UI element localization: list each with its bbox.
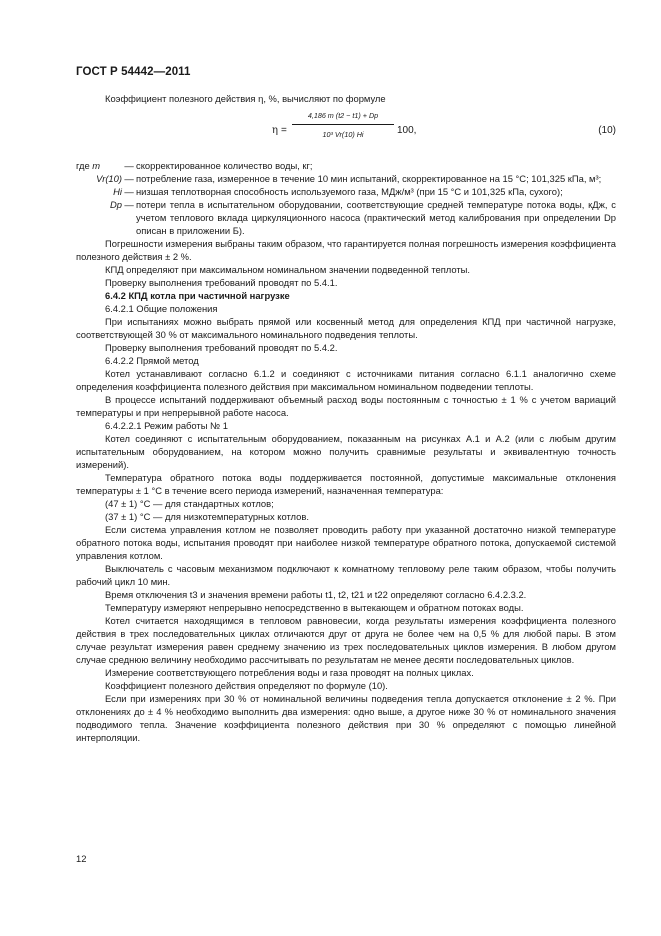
page-number: 12	[76, 853, 87, 864]
definition-symbol: Vr(10)	[96, 173, 122, 184]
subsection-heading: 6.4.2.1 Общие положения	[105, 303, 218, 314]
definition-item: Hi — низшая теплотворная способность используемого газа, МДж/м³ (при 15 °С и 101,325 кПа, сухого);	[76, 185, 616, 198]
formula-fraction	[292, 109, 394, 141]
paragraph: Температура обратного потока воды поддерживается постоянной, допустимые максимальные отклонения температуры ± 1 °С в течение всего периода измерений, назначенная температура:	[76, 472, 616, 496]
paragraph: Время отключения t3 и значения времени работы t1, t2, t21 и t22 определяют согласно 6.4.2.3.2.	[105, 589, 527, 600]
definition-symbol: m	[92, 160, 101, 171]
formula-intro: Коэффициент полезного действия η, %, вычисляют по формуле	[105, 93, 386, 104]
definition-symbol: Dp	[110, 199, 122, 210]
paragraph: Измерение соответствующего потребления воды и газа проводят на полных циклах.	[105, 667, 474, 678]
document-header: ГОСТ Р 54442—2011	[76, 66, 191, 78]
subsection-heading: 6.4.2.2.1 Режим работы № 1	[105, 420, 228, 431]
formula-denominator: 10³ Vr(10) Hi	[322, 130, 364, 139]
paragraph: (47 ± 1) °С — для стандартных котлов;	[105, 498, 274, 509]
where-prefix: где	[76, 160, 90, 171]
paragraph: КПД определяют при максимальном номинальном значении подведенной теплоты.	[105, 264, 471, 275]
page-content	[76, 92, 616, 744]
paragraph: Проверку выполнения требований проводят по 5.4.2.	[105, 342, 338, 353]
formula-10	[76, 105, 616, 155]
definition-item: где m — скорректированное количество воды, кг;	[76, 159, 616, 172]
paragraph: Если система управления котлом не позволяет проводить работу при указанной достаточно низкой температуре обратного потока воды, испытания проводят при наиболее низкой температуре обратного потока, допускаемой системой управления котлом.	[76, 524, 616, 561]
paragraph: Проверку выполнения требований проводят по 5.4.1.	[105, 277, 338, 288]
definitions-list	[76, 159, 616, 237]
paragraph: В процессе испытаний поддерживают объемный расход воды постоянным с точностью ± 1 % с учетом вариаций температуры и при непрерывной работе насоса.	[76, 394, 616, 418]
definition-text: низшая теплотворная способность используемого газа, МДж/м³ (при 15 °С и 101,325 кПа, сухого);	[136, 186, 563, 197]
formula-multiplier: 100,	[397, 125, 417, 136]
formula-lhs: η	[272, 125, 278, 136]
paragraph: Выключатель с часовым механизмом подключают к комнатному тепловому реле таким образом, чтобы получить рабочий цикл 10 мин.	[76, 563, 616, 587]
paragraph: Если при измерениях при 30 % от номинальной величины подведения тепла допускается отклонение ± 2 %. При отклонениях до ± 4 % необходимо выполнить два измерения: одно выше, а другое ниже 30 % от номинального значения подводимого тепла. Значение коэффициента полезного действия при 30 % определяют с помощью линейной интерполяции.	[76, 693, 616, 743]
paragraph: При испытаниях можно выбрать прямой или косвенный метод для определения КПД при частичной нагрузке, соответствующей 30 % от максимального номинального подведения теплоты.	[76, 316, 616, 340]
paragraph: (37 ± 1) °С — для низкотемпературных котлов.	[105, 511, 309, 522]
paragraph: Погрешности измерения выбраны таким образом, что гарантируется полная погрешность измерения коэффициента полезного действия ± 2 %.	[76, 238, 616, 262]
definition-symbol: Hi	[113, 186, 122, 197]
definition-item: Vr(10) — потребление газа, измеренное в течение 10 мин испытаний, скорректированное на 15 °С; 101,325 кПа, м³;	[76, 172, 616, 185]
paragraph: Температуру измеряют непрерывно непосредственно в вытекающем и обратном потоках воды.	[105, 602, 524, 613]
paragraph: Котел считается находящимся в тепловом равновесии, когда результаты измерения коэффициента полезного действия в трех последовательных циклах отличаются друг от друга не более чем на 0,5 % для любой пары. В этом случае результат измерения равен среднему значению из трех последовательных циклов измерения. В любом другом случае среднюю величину необходимо рассчитывать по результатам не менее десяти последовательных циклов.	[76, 615, 616, 665]
formula-equals: =	[281, 125, 287, 136]
subsection-heading: 6.4.2.2 Прямой метод	[105, 355, 199, 366]
definition-text: потребление газа, измеренное в течение 10 мин испытаний, скорректированное на 15 °С; 101,325 кПа, м³;	[136, 173, 602, 184]
paragraph: Коэффициент полезного действия определяют по формуле (10).	[105, 680, 388, 691]
formula-numerator: 4,186 m (t2 − t1) + Dp	[292, 109, 394, 125]
paragraph: Котел соединяют с испытательным оборудованием, показанным на рисунках А.1 и А.2 (или с любым другим испытательным оборудованием, на котором можно получить сравнимые результаты и эквивалентную точность измерений).	[76, 433, 616, 470]
formula-number: (10)	[598, 125, 616, 136]
definition-text: потери тепла в испытательном оборудовании, соответствующие средней температуре потока воды, кДж, с учетом теплового вклада циркуляционного насоса (практический метод калибрования при определении Dp описан в приложении Б).	[136, 199, 616, 236]
section-heading: 6.4.2 КПД котла при частичной нагрузке	[105, 290, 290, 301]
paragraph: Котел устанавливают согласно 6.1.2 и соединяют с источниками питания согласно 6.1.1 аналогично схеме определения коэффициента полезного действия при максимальном номинальном подведении теплоты.	[76, 368, 616, 392]
definition-item: Dp — потери тепла в испытательном оборудовании, соответствующие средней температуре потока воды, кДж, с учетом теплового вклада циркуляционного насоса (практический метод калибрования при определении Dp описан в приложении Б).	[76, 198, 616, 237]
definition-text: скорректированное количество воды, кг;	[136, 160, 313, 171]
